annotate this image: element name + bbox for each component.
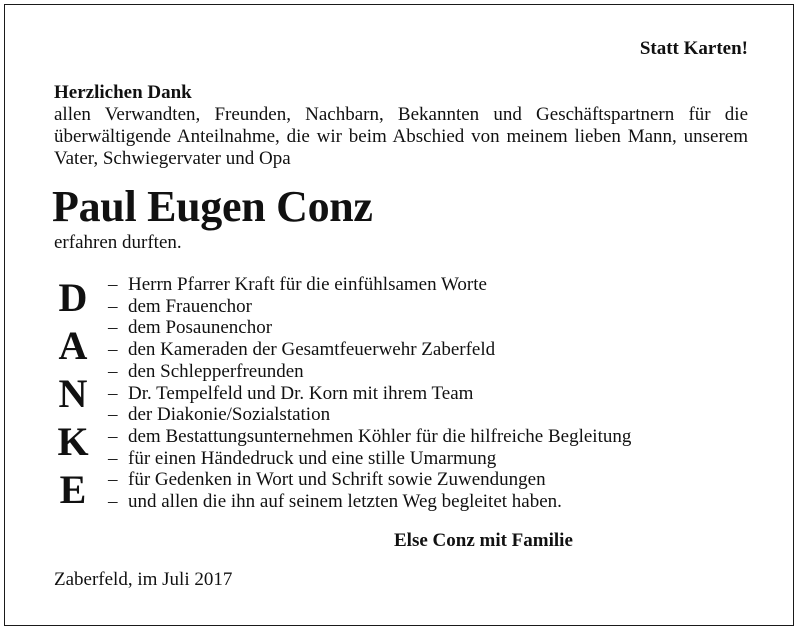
statt-karten-label: Statt Karten! xyxy=(639,38,748,59)
thanks-item-text: der Diakonie/Sozialstation xyxy=(128,404,331,426)
thanks-item-text: den Schlepperfreunden xyxy=(128,360,304,382)
danke-letter: A xyxy=(58,323,88,368)
dash-bullet: – xyxy=(108,360,118,382)
dash-bullet: – xyxy=(108,295,118,317)
thanks-item xyxy=(108,274,631,296)
thanks-item-text: dem Posaunenchor xyxy=(128,317,273,339)
thanks-item-text: für einen Händedruck und eine stille Umarmung xyxy=(128,447,497,469)
dash-bullet: – xyxy=(108,339,118,361)
thanks-item xyxy=(108,448,631,470)
thanks-item xyxy=(108,404,631,426)
thanks-item xyxy=(108,426,631,448)
intro-text: allen Verwandten, Freunden, Nachbarn, Bekannten und Geschäftspartnern für die überwältigende Anteilnahme, die wir beim Abschied von meinem lieben Mann, unserem Vater, Schwiegervater und Opa xyxy=(54,104,748,169)
dash-bullet: – xyxy=(108,491,118,513)
dash-bullet: – xyxy=(108,382,118,404)
danke-letter: N xyxy=(58,371,88,416)
danke-letter: E xyxy=(59,467,87,512)
signature: Else Conz mit Familie xyxy=(394,530,573,551)
thanks-list xyxy=(108,274,631,513)
thanks-item xyxy=(108,339,631,361)
dash-bullet: – xyxy=(108,274,118,295)
deceased-name: Paul Eugen Conz xyxy=(52,182,373,231)
dash-bullet: – xyxy=(108,404,118,426)
intro-heading: Herzlichen Dank xyxy=(54,82,192,103)
thanks-item-text: und allen die ihn auf seinem letzten Weg begleitet haben. xyxy=(128,491,562,513)
dash-bullet: – xyxy=(108,469,118,491)
thanks-item xyxy=(108,317,631,339)
place-date: Zaberfeld, im Juli 2017 xyxy=(54,569,233,590)
thanks-item-text: den Kameraden der Gesamtfeuerwehr Zaberfeld xyxy=(128,339,496,361)
intro-block xyxy=(54,82,748,170)
dash-bullet: – xyxy=(108,447,118,469)
thanks-item xyxy=(108,383,631,405)
thanks-item xyxy=(108,296,631,318)
thanks-item-text: für Gedenken in Wort und Schrift sowie Zuwendungen xyxy=(128,469,546,491)
thanks-item-text: Dr. Tempelfeld und Dr. Korn mit ihrem Team xyxy=(128,382,474,404)
thanks-item xyxy=(108,469,631,491)
thanks-item-text: dem Bestattungsunternehmen Köhler für die hilfreiche Begleitung xyxy=(128,425,632,447)
erfahren-text: erfahren durften. xyxy=(54,232,182,253)
danke-vertical-word xyxy=(53,274,93,514)
dash-bullet: – xyxy=(108,425,118,447)
danke-letter: K xyxy=(57,419,89,464)
thanks-item xyxy=(108,361,631,383)
thanks-item-text: dem Frauenchor xyxy=(128,295,252,317)
dash-bullet: – xyxy=(108,317,118,339)
danke-letter: D xyxy=(58,275,88,320)
thanks-item xyxy=(108,491,631,513)
thanks-item-text: Herrn Pfarrer Kraft für die einfühlsamen Worte xyxy=(128,274,487,295)
